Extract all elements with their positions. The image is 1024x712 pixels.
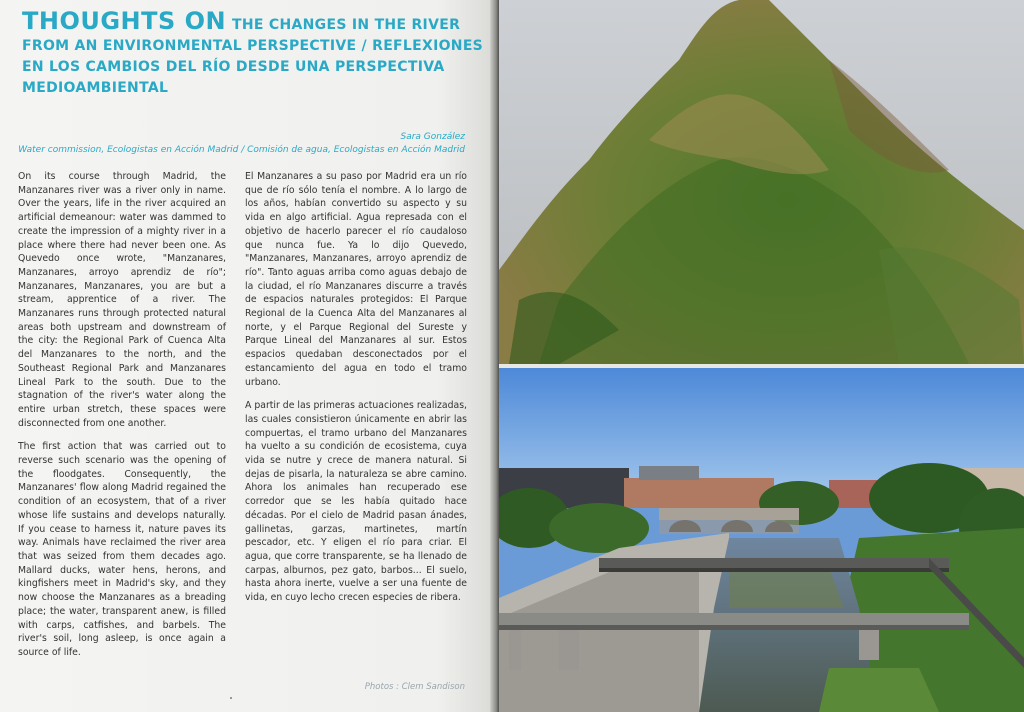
spanish-paragraph-2: A partir de las primeras actuaciones realizadas, las cuales consistieron únicamente en abrir las compuertas, el tramo urbano del Manzanares ha vuelto a su condición de ecosistema, cuya vida se nutre y crece de manera natural. Si dejas de pisarla, la naturaleza se abre camino. Ahora los animales han recuperado ese corredor que se les había quitado hace décadas. Por el cielo de Madrid pasan ánades, gallinetas, garzas, martinetes, martín pescador, etc. Y eligen el río para criar. El agua, que corre transparente, se ha llenado de carpas, alburnos, pez gato, barbos... El suelo, hasta ahora inerte, vuelve a ser una fuente de vida, en cuyo lecho crecen especies de ribera.: [245, 400, 467, 604]
vegetation-photo: [499, 0, 1024, 364]
author-affiliation: Water commission, Ecologistas en Acción Madrid / Comisión de agua, Ecologistas en Acción Madrid: [18, 145, 465, 155]
article-title: [22, 7, 492, 98]
author-name: Sara González: [400, 132, 465, 142]
title-lead: THOUGHTS ON: [22, 7, 227, 35]
english-paragraph-1: On its course through Madrid, the Manzanares river was a river only in name. Over the years, life in the river acquired an artificial demeanour: water was dammed to create the impression of a mighty river in a place where there had never been one. As Quevedo once wrote, "Manzanares, Manzanares, arroyo aprendiz de río"; Manzanares, Manzanares, you are but a stream, apprentice of a river. The Manzanares runs through protected natural areas both upstream and downstream of the city: the Regional Park of Cuenca Alta del Manzanares to the north, and the Southeast Regional Park and Manzanares Lineal Park to the south. Due to the stagnation of the river's water along the entire urban stretch, these spaces were disconnected from one another.: [18, 171, 226, 429]
title-rest: THE CHANGES IN THE RIVER FROM AN ENVIRONMENTAL PERSPECTIVE / REFLEXIONES EN LOS CAMBIOS DEL RÍO DESDE UNA PERSPECTIVA MEDIOAMBIENTAL: [22, 17, 484, 96]
page-marker: [230, 697, 232, 699]
english-column: [18, 170, 226, 670]
left-page: [0, 0, 497, 712]
spanish-column: [245, 170, 467, 615]
river-photo: [499, 368, 1024, 712]
english-paragraph-2: The first action that was carried out to reverse such scenario was the opening of the floodgates. Consequently, the Manzanares' flow along Madrid regained the condition of an ecosystem, that of a river whose life sustains and develops naturally. If you cease to harness it, nature paves its way. Animals have reclaimed the river area that was seized from them decades ago. Mallard ducks, water hens, herons, and kingfishers meet in Madrid's sky, and they now choose the Manzanares as a breading place; the water, transparent anew, is filled with carps, catfishes, and barbels. The river's soil, long asleep, is once again a source of life.: [18, 441, 226, 658]
photo-credit: Photos : Clem Sandison: [364, 682, 465, 692]
spanish-paragraph-1: El Manzanares a su paso por Madrid era un río que de río sólo tenía el nombre. A lo largo de los años, habían convertido su aspecto y su vida en algo artificial. Agua represada con el objetivo de hacerlo parecer el río caudaloso que nunca fue. Ya lo dijo Quevedo, "Manzanares, Manzanares, arroyo aprendiz de río". Tanto aguas arriba como aguas debajo de la ciudad, el río Manzanares discurre a través de espacios naturales protegidos: El Parque Regional de la Cuenca Alta del Manzanares al norte, y el Parque Regional del Sureste y Parque Lineal del Manzanares al sur. Estos espacios quedaban desconectados por el estancamiento del agua en todo el tramo urbano.: [245, 171, 467, 388]
